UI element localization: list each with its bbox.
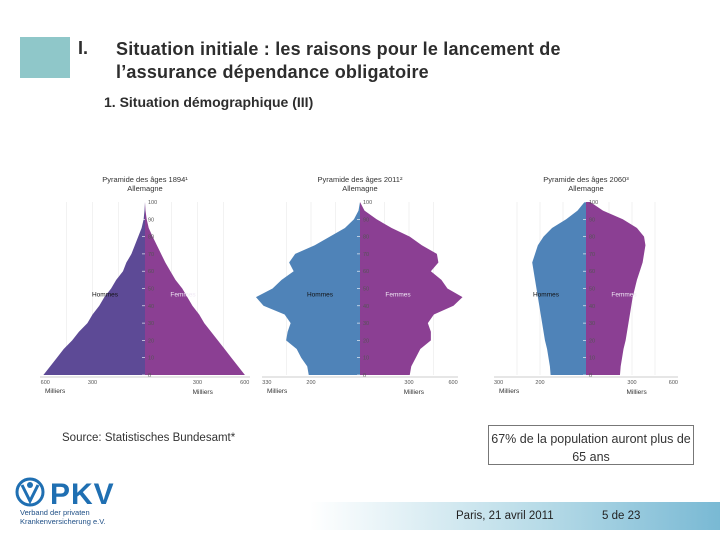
x-label-left-0: Milliers [45, 388, 66, 395]
age-tick-label-0-2: 20 [148, 338, 155, 345]
age-tick-label-1-2: 20 [363, 338, 370, 345]
x-tick-left-0-0: 600 [40, 380, 50, 386]
x-tick-right-1-1: 600 [448, 380, 458, 386]
age-tick-label-2-7: 70 [589, 251, 596, 258]
pyramid-subtitle-0: Allemagne [127, 184, 163, 193]
female-series-0 [145, 202, 245, 375]
hommes-label-0: Hommes [91, 291, 119, 299]
x-tick-right-0-0: 300 [192, 380, 203, 386]
age-tick-label-0-0: 0 [148, 373, 152, 379]
age-tick-label-0-10: 100 [148, 200, 158, 206]
age-tick-label-1-5: 50 [363, 286, 370, 293]
x-tick-left-1-1: 200 [306, 380, 316, 386]
age-tick-label-2-6: 60 [589, 269, 596, 276]
age-tick-label-2-0: 0 [589, 373, 593, 379]
x-label-right-1: Milliers [403, 389, 425, 396]
age-tick-label-0-6: 60 [148, 269, 155, 276]
age-tick-label-2-2: 20 [589, 338, 596, 345]
age-tick-label-1-10: 100 [363, 200, 373, 206]
age-tick-label-0-8: 80 [148, 234, 155, 241]
age-tick-label-1-0: 0 [363, 373, 367, 379]
age-tick-label-0-9: 90 [148, 217, 155, 224]
age-tick-label-1-8: 80 [363, 234, 370, 241]
age-tick-label-1-1: 10 [363, 355, 370, 362]
age-tick-label-2-5: 50 [589, 286, 596, 293]
population-pyramids [0, 170, 720, 405]
x-label-left-2: Milliers [499, 388, 520, 395]
pyramid-subtitle-2: Allemagne [568, 184, 604, 193]
footer-date: Paris, 21 avril 2011 [456, 510, 554, 522]
x-tick-right-2-1: 600 [668, 380, 678, 386]
femmes-label-1: Femmes [385, 291, 411, 299]
title-line-2: l’assurance dépendance obligatoire [116, 62, 429, 82]
x-tick-right-0-1: 600 [240, 380, 250, 386]
population-note: 67% de la population auront plus de 65 ans [488, 425, 694, 465]
age-tick-label-1-4: 40 [363, 303, 370, 310]
age-tick-label-2-4: 40 [589, 303, 596, 310]
age-tick-label-2-1: 10 [589, 355, 596, 362]
x-tick-left-2-1: 200 [535, 380, 545, 386]
slide-subtitle: 1. Situation démographique (III) [104, 94, 314, 110]
page-number: 5 de 23 [602, 510, 641, 522]
hommes-label-1: Hommes [306, 291, 334, 299]
source-note: Source: Statistisches Bundesamt* [62, 432, 236, 444]
logo-name: PKV [50, 478, 115, 511]
male-series-0 [43, 202, 145, 375]
x-tick-left-2-0: 300 [494, 380, 504, 386]
x-tick-right-1-0: 300 [404, 380, 414, 386]
slide-title [116, 38, 706, 84]
x-label-right-0: Milliers [192, 389, 213, 396]
age-tick-label-2-3: 30 [589, 321, 596, 328]
x-tick-left-0-1: 300 [87, 380, 98, 386]
x-label-left-1: Milliers [267, 388, 288, 395]
x-tick-left-1-0: 330 [262, 380, 272, 386]
x-label-right-2: Milliers [626, 389, 647, 396]
age-tick-label-0-1: 10 [148, 355, 155, 362]
age-tick-label-0-4: 40 [148, 303, 155, 310]
femmes-label-2: Femmes [611, 291, 637, 299]
age-tick-label-2-8: 80 [589, 234, 596, 241]
age-tick-label-1-7: 70 [363, 251, 370, 258]
male-series-1 [256, 202, 360, 375]
x-tick-right-2-0: 300 [627, 380, 637, 386]
age-tick-label-2-10: 100 [589, 200, 599, 206]
male-series-2 [532, 202, 586, 375]
age-tick-label-1-3: 30 [363, 321, 370, 328]
logo-subtitle: Verband der privaten Krankenversicherung e.V. [20, 508, 106, 526]
section-number: I. [78, 38, 89, 58]
femmes-label-0: Femmes [170, 291, 196, 299]
accent-square [20, 37, 70, 78]
age-tick-label-0-5: 50 [148, 286, 155, 293]
title-line-1: Situation initiale : les raisons pour le lancement de [116, 39, 561, 59]
age-tick-label-0-3: 30 [148, 321, 155, 328]
pyramid-title-1: Pyramide des âges 2011² [317, 175, 403, 184]
age-tick-label-1-6: 60 [363, 269, 370, 276]
pyramid-subtitle-1: Allemagne [342, 184, 378, 193]
age-tick-label-0-7: 70 [148, 251, 155, 258]
female-series-1 [360, 202, 463, 375]
age-tick-label-1-9: 90 [363, 217, 370, 224]
hommes-label-2: Hommes [532, 291, 560, 299]
pyramid-title-0: Pyramide des âges 1894¹ [102, 175, 188, 184]
pyramid-title-2: Pyramide des âges 2060³ [543, 175, 629, 184]
age-tick-label-2-9: 90 [589, 217, 596, 224]
